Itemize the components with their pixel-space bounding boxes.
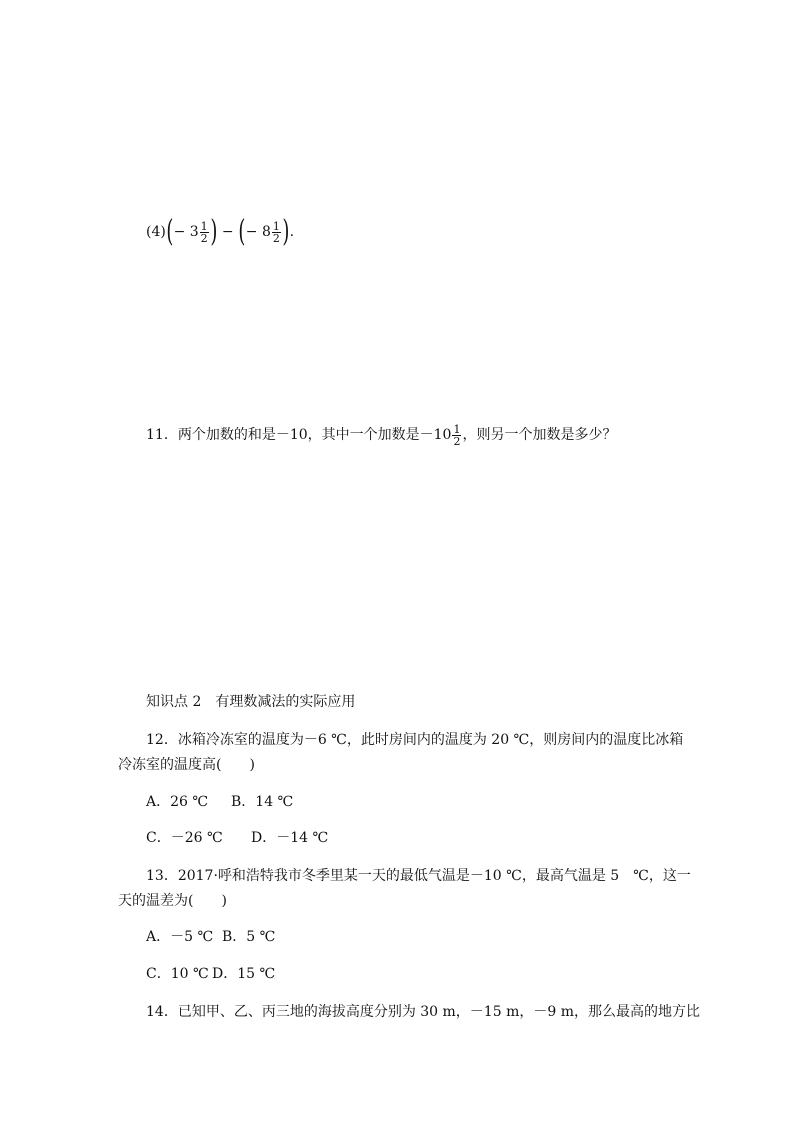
q10-part4-term-b: − 8 $\frac{1}{2}$ (245, 219, 280, 245)
q10-part4-label: (4) (146, 224, 166, 240)
q13-option-a: A．－5 ℃ (146, 929, 214, 945)
q10-part4-fraction-b: $\frac{1}{2}$ (272, 219, 280, 245)
q13-option-c: C．10 ℃ (146, 966, 209, 982)
q12-line-1: 12．冰箱冷冻室的温度为－6 ℃，此时房间内的温度为 20 ℃，则房间内的温度比冰箱 (146, 732, 684, 748)
q12-line-2: 冷冻室的温度高( ) (118, 757, 255, 773)
q13-line-2: 天的温差为( ) (118, 893, 227, 909)
q10-part4-operator: − (221, 224, 234, 240)
q13-option-b: B．5 ℃ (222, 929, 276, 945)
q10-part4-expression: (4)( − 3 $\frac{1}{2}$ ) − ( − 8 $\frac{1}{2}$ ). (146, 214, 295, 249)
q11-prefix: 11．两个加数的和是－10，其中一个加数是－10 (146, 427, 452, 443)
q13-option-d: D．15 ℃ (212, 966, 276, 982)
q10-part4-term-a: − 3 $\frac{1}{2}$ (173, 219, 208, 245)
q12-option-c: C．－26 ℃ (146, 830, 223, 846)
q12-option-a: A．26 ℃ (146, 794, 209, 810)
q14-line-1: 14．已知甲、乙、丙三地的海拔高度分别为 30 m，－15 m，－9 m，那么最高的地方比 (146, 1004, 700, 1020)
q11-question (146, 422, 616, 448)
q11-fraction: $\frac{1}{2}$ (453, 422, 461, 448)
q11-suffix: ，则另一个加数是多少？ (462, 427, 617, 443)
q13-line-1: 13．2017·呼和浩特我市冬季里某一天的最低气温是－10 ℃，最高气温是 5 ℃，这一 (146, 868, 691, 884)
section-title: 知识点 2 有理数减法的实际应用 (146, 694, 356, 710)
q12-option-d: D．－14 ℃ (251, 830, 329, 846)
q12-option-b: B．14 ℃ (231, 794, 294, 810)
q10-part4-fraction-a: $\frac{1}{2}$ (200, 219, 208, 245)
